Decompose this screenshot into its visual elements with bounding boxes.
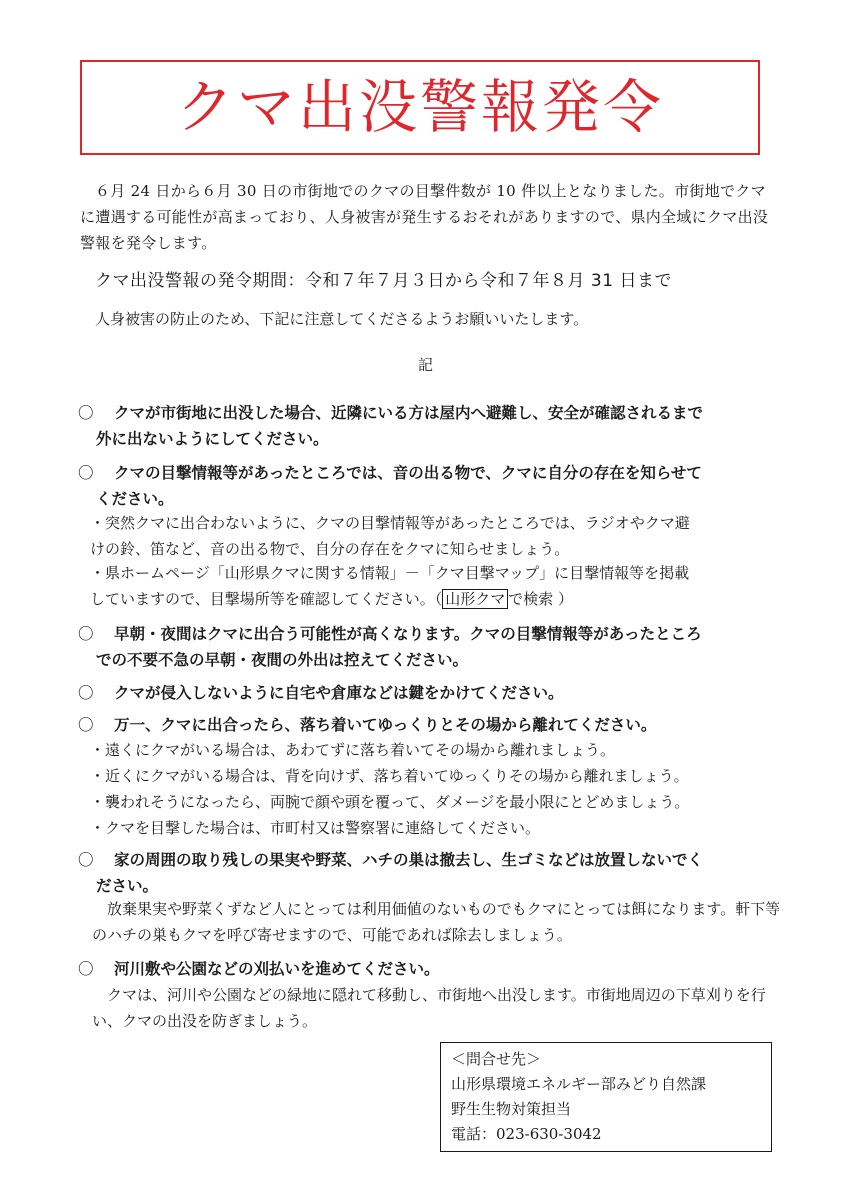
sub-text: けの鈴、笛など、音の出る物で、自分の存在をクマに知らせましょう。 (90, 540, 570, 558)
sub-text: ・突然クマに出合わないように、クマの目撃情報等があったところでは、ラジオやクマ避 (90, 514, 690, 532)
list-item (78, 712, 778, 738)
item-text: クマの目撃情報等があったところでは、音の出る物で、クマに自分の存在を知らせて (114, 464, 702, 482)
circle-bullet: 〇 (78, 851, 94, 869)
list-item (78, 460, 778, 512)
contact-box (440, 1042, 772, 1152)
sub-item (90, 510, 780, 562)
circle-bullet: 〇 (78, 716, 94, 734)
item-text: ださい。 (96, 877, 159, 895)
list-item (78, 621, 778, 673)
list-item (78, 956, 778, 982)
sub-text: で検索 ） (508, 590, 573, 608)
item-text: 万一、クマに出合ったら、落ち着いてゆっくりとその場から離れてください。 (114, 716, 657, 734)
sub-text: していますので、目撃場所等を確認してください。（ (90, 590, 443, 608)
page-title: クマ出没警報発令 (175, 73, 664, 141)
item-explanation: 放棄果実や野菜くずなど人にとっては利用価値のないものでもクマにとっては餌になります。軒下等のハチの巣もクマを呼び寄せますので、可能であれば除去しましょう。 (92, 900, 781, 944)
sub-text: ・近くにクマがいる場合は、背を向けず、落ち着いてゆっくりその場から離れましょう。 (90, 767, 689, 785)
item-text: クマが侵入しないように自宅や倉庫などは鍵をかけてください。 (114, 684, 564, 702)
warning-period: クマ出没警報の発令期間：令和７年７月３日から令和７年８月 31 日まで (95, 271, 672, 291)
item-text: ください。 (96, 490, 174, 508)
item-text: クマが市街地に出没した場合、近隣にいる方は屋内へ避難し、安全が確認されるまで (114, 404, 704, 422)
item-text: での不要不急の早朝・夜間の外出は控えてください。 (96, 651, 469, 669)
item-explanation: クマは、河川や公園などの緑地に隠れて移動し、市街地へ出没します。市街地周辺の下草刈りを行い、クマの出没を防ぎましょう。 (92, 986, 766, 1030)
circle-bullet: 〇 (78, 464, 94, 482)
ki-heading: 記 (418, 356, 434, 374)
circle-bullet: 〇 (78, 960, 94, 978)
circle-bullet: 〇 (78, 625, 94, 643)
contact-section: 野生生物対策担当 (451, 1100, 572, 1118)
item-text: 河川敷や公園などの刈払いを進めてください。 (114, 960, 440, 978)
circle-bullet: 〇 (78, 404, 94, 422)
sub-item (90, 560, 780, 612)
title-box (80, 60, 760, 155)
sub-text: ・県ホームページ「山形県クマに関する情報」－「クマ目撃マップ」に目撃情報等を掲載 (90, 564, 690, 582)
item-text: 外に出ないようにしてください。 (96, 430, 329, 448)
contact-heading: ＜問合せ先＞ (451, 1050, 542, 1068)
contact-dept: 山形県環境エネルギー部みどり自然課 (451, 1075, 707, 1093)
search-keyword-box: 山形クマ (442, 589, 508, 609)
sub-text: ・クマを目撃した場合は、市町村又は警察署に連絡してください。 (90, 819, 541, 837)
request-text: 人身被害の防止のため、下記に注意してくださるようお願いいたします。 (95, 310, 589, 328)
sub-item (90, 737, 780, 841)
item-text: 家の周囲の取り残しの果実や野菜、ハチの巣は撤去し、生ゴミなどは放置しないでく (114, 851, 704, 869)
list-item (78, 680, 778, 706)
item-text: 早朝・夜間はクマに出合う可能性が高くなります。クマの目撃情報等があったところ (114, 625, 702, 643)
circle-bullet: 〇 (78, 684, 94, 702)
sub-text: ・襲われそうになったら、両腕で顔や頭を覆って、ダメージを最小限にとどめましょう。 (90, 793, 690, 811)
list-item (78, 847, 778, 899)
list-item (78, 400, 778, 452)
contact-phone: 電話：023-630-3042 (451, 1125, 602, 1143)
intro-paragraph: ６月 24 日から６月 30 日の市街地でのクマの目撃件数が 10 件以上となりました。市街地でクマに遭遇する可能性が高まっており、人身被害が発生するおそれがありますので、県内全域にクマ出没警報を発令します。 (80, 182, 769, 252)
sub-text: ・遠くにクマがいる場合は、あわてずに落ち着いてその場から離れましょう。 (90, 741, 616, 759)
